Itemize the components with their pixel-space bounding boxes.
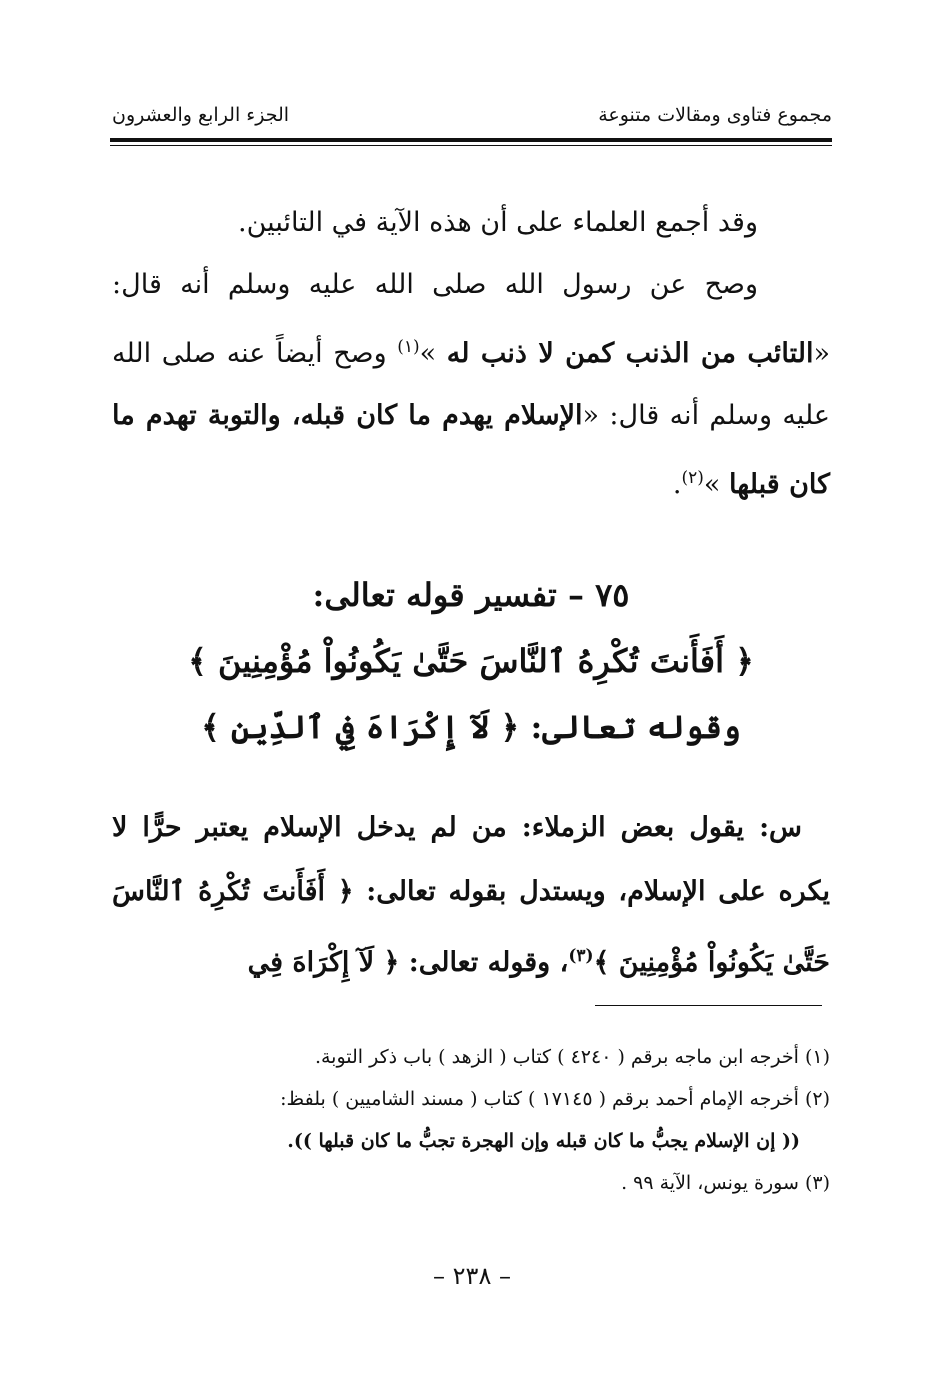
body-section-question [112, 796, 830, 995]
running-header-book-title: مجموع فتاوى ومقالات متنوعة [598, 104, 832, 126]
footnote-ref-3: (٣) [568, 946, 594, 966]
paragraph-hadith [112, 254, 830, 516]
footnote-3: (٣) سورة يونس، الآية ٩٩ . [621, 1172, 830, 1194]
footnote-ref-1: (١) [397, 337, 420, 357]
body-section-1 [112, 192, 830, 516]
hadith-intro-text: وصح عن رسول الله صلى الله عليه وسلم أنه قال: « [112, 269, 830, 369]
hadith-quote-1: التائب من الذنب كمن لا ذنب له [446, 338, 814, 369]
question-text: س: يقول بعض الزملاء: من لم يدخل الإسلام يعتبر حرًّا لا يكره على الإسلام، ويستدل بقوله تعالى: ﴿ أَفَأَنتَ تُكْرِهُ ٱلنَّاسَ حَتَّىٰ يَكُونُواْ مُؤْمِنِينَ ﴾ [112, 812, 830, 978]
footnotes [112, 1036, 830, 1204]
heading-line-title: ٧٥ – تفسير قوله تعالى: [312, 576, 630, 614]
header-rule-thin [110, 145, 832, 146]
footnote-2-quote: (( إن الإسلام يجبُّ ما كان قبله وإن الهجرة تجبُّ ما كان قبلها )). [287, 1130, 800, 1152]
hadith-middle-text: وصح أيضاً عنه صلى الله عليه وسلم أنه قال: « [112, 338, 830, 431]
running-header-volume: الجزء الرابع والعشرون [112, 104, 290, 126]
heading-line-verse-2: وقوله تعالى: ﴿ لَآ إِكْرَاهَ فِي ٱلدِّينِ ﴾ [201, 708, 741, 746]
footnote-separator [595, 1005, 822, 1006]
footnote-2: (٢) أخرجه الإمام أحمد برقم ( ١٧١٤٥ ) كتاب ( مسند الشاميين ) بلفظ: [280, 1088, 830, 1110]
footnote-ref-2: (٢) [681, 468, 704, 488]
section-heading [112, 562, 830, 760]
paragraph-consensus: وقد أجمع العلماء على أن هذه الآية في التائبين. [238, 207, 758, 238]
page-number: – ٢٣٨ – [433, 1262, 511, 1290]
hadith-close-2: » [703, 469, 730, 500]
question-text-continued: ، وقوله تعالى: ﴿ لَآ إِكْرَاهَ فِي [247, 947, 569, 978]
hadith-quote-2: الإسلام يهدم ما كان قبله، والتوبة تهدم ما كان قبلها [112, 400, 830, 500]
hadith-end-period: . [672, 469, 682, 500]
question-paragraph [112, 796, 830, 995]
hadith-close-1: » [419, 338, 447, 369]
header-rule-thick [110, 138, 832, 142]
heading-line-verse-1: ﴿ أَفَأَنتَ تُكْرِهُ ٱلنَّاسَ حَتَّىٰ يَكُونُواْ مُؤْمِنِينَ ﴾ [188, 642, 754, 680]
footnote-1: (١) أخرجه ابن ماجه برقم ( ٤٢٤٠ ) كتاب ( الزهد ) باب ذكر التوبة. [314, 1046, 830, 1068]
